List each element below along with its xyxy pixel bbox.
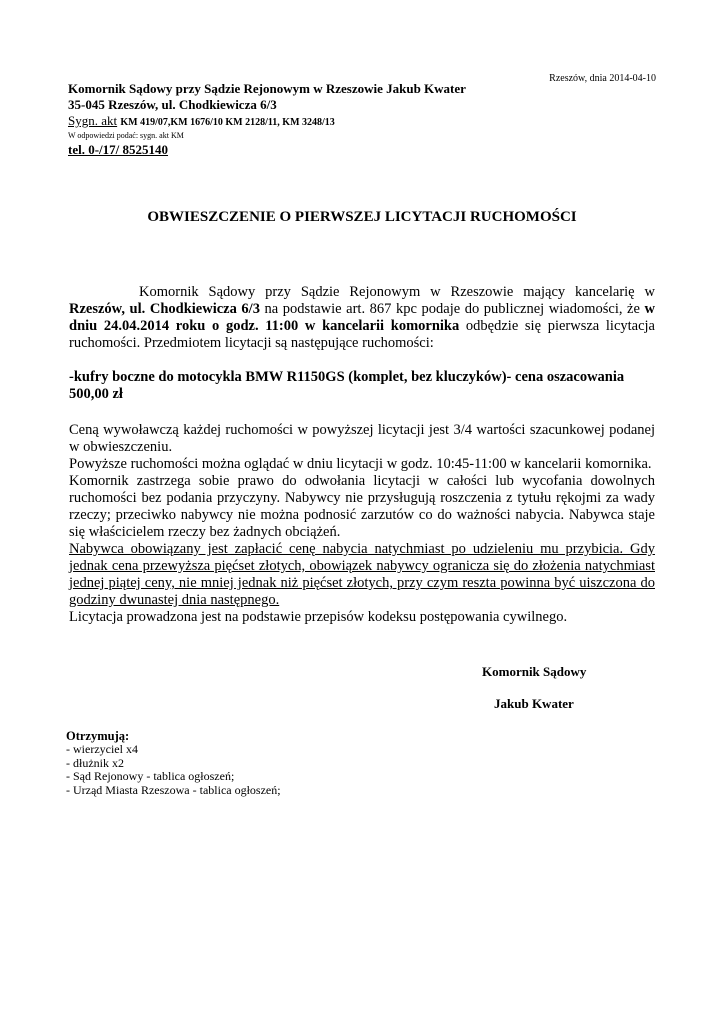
signature-name: Jakub Kwater [494, 696, 574, 711]
recipient-item: - wierzyciel x4 [66, 742, 138, 756]
viewing-paragraph: Powyższe ruchomości można oglądać w dniu licytacji w godz. 10:45-11:00 w kancelarii komornika. [69, 456, 652, 472]
case-reference-label: Sygn. akt [68, 113, 118, 128]
recipient-item: - Sąd Rejonowy - tablica ogłoszeń; [66, 769, 235, 783]
letterhead [68, 81, 658, 158]
document-title: OBWIESZCZENIE O PIERWSZEJ LICYTACJI RUCHOMOŚCI [147, 209, 577, 225]
case-reference-numbers: KM 419/07,KM 1676/10 KM 2128/11, KM 3248/13 [120, 117, 335, 128]
recipient-item: - Urząd Miasta Rzeszowa - tablica ogłoszeń; [66, 782, 281, 797]
recipients-title: Otrzymują: [66, 729, 130, 743]
intro-paragraph [69, 284, 655, 352]
intro-auction-date: w dniu 24.04.2014 roku o godz. 11:00 w kancelarii komornika [69, 301, 655, 334]
case-reference [68, 113, 658, 130]
intro-text-1: Komornik Sądowy przy Sądzie Rejonowym w Rzeszowie mający kancelarię w [139, 284, 655, 300]
phone-number: tel. 0-/17/ 8525140 [68, 142, 169, 157]
reply-note: W odpowiedzi podać: sygn. akt KM [68, 131, 184, 140]
document-body [69, 284, 655, 626]
office-name: Komornik Sądowy przy Sądzie Rejonowym w Rzeszowie Jakub Kwater [68, 81, 466, 96]
starting-price-paragraph: Ceną wywoławczą każdej ruchomości w powyższej licytacji jest 3/4 wartości szacunkowej podanej w obwieszczeniu. [69, 422, 655, 455]
auction-item: -kufry boczne do motocykla BMW R1150GS (komplet, bez kluczyków)- cena oszacowania 500,00 zł [69, 369, 625, 402]
reservation-paragraph: Komornik zastrzega sobie prawo do odwołania licytacji w całości lub wycofania dowolnych ruchomości bez podania przyczyny. Nabywcy nie przysługują roszczenia z tytułu rękojmi za wady rzeczy; przeciwko nabywcy nie można podnosić zarzutów co do ważności nabycia. Nabywca staje się właścicielem rzeczy bez żadnych obciążeń. [69, 473, 655, 540]
legal-basis-paragraph: Licytacja prowadzona jest na podstawie przepisów kodeksu postępowania cywilnego. [69, 609, 568, 625]
recipient-item: - dłużnik x2 [66, 755, 124, 770]
intro-text-2: na podstawie art. 867 kpc podaje do publicznej wiadomości, że [259, 301, 645, 317]
document-date: Rzeszów, dnia 2014-04-10 [549, 73, 656, 84]
intro-address: Rzeszów, ul. Chodkiewicza 6/3 [69, 301, 260, 317]
office-address: 35-045 Rzeszów, ul. Chodkiewicza 6/3 [68, 97, 277, 112]
recipients-list [66, 729, 281, 797]
signature-role: Komornik Sądowy [482, 664, 587, 679]
payment-paragraph: Nabywca obowiązany jest zapłacić cenę nabycia natychmiast po udzieleniu mu przybicia. Gdy jednak cena przewyższa pięćset złotych, obowiązek nabywcy ogranicza się do złożenia natychmiast jednej piątej ceny, nie mniej jednak niż pięćset złotych, przy czym reszta powinna być uiszczona do godziny dwunastej dnia następnego. [69, 541, 655, 608]
intro-text-3: odbędzie się pierwsza licytacja ruchomości. Przedmiotem licytacji są następujące ruchomości: [69, 318, 655, 351]
